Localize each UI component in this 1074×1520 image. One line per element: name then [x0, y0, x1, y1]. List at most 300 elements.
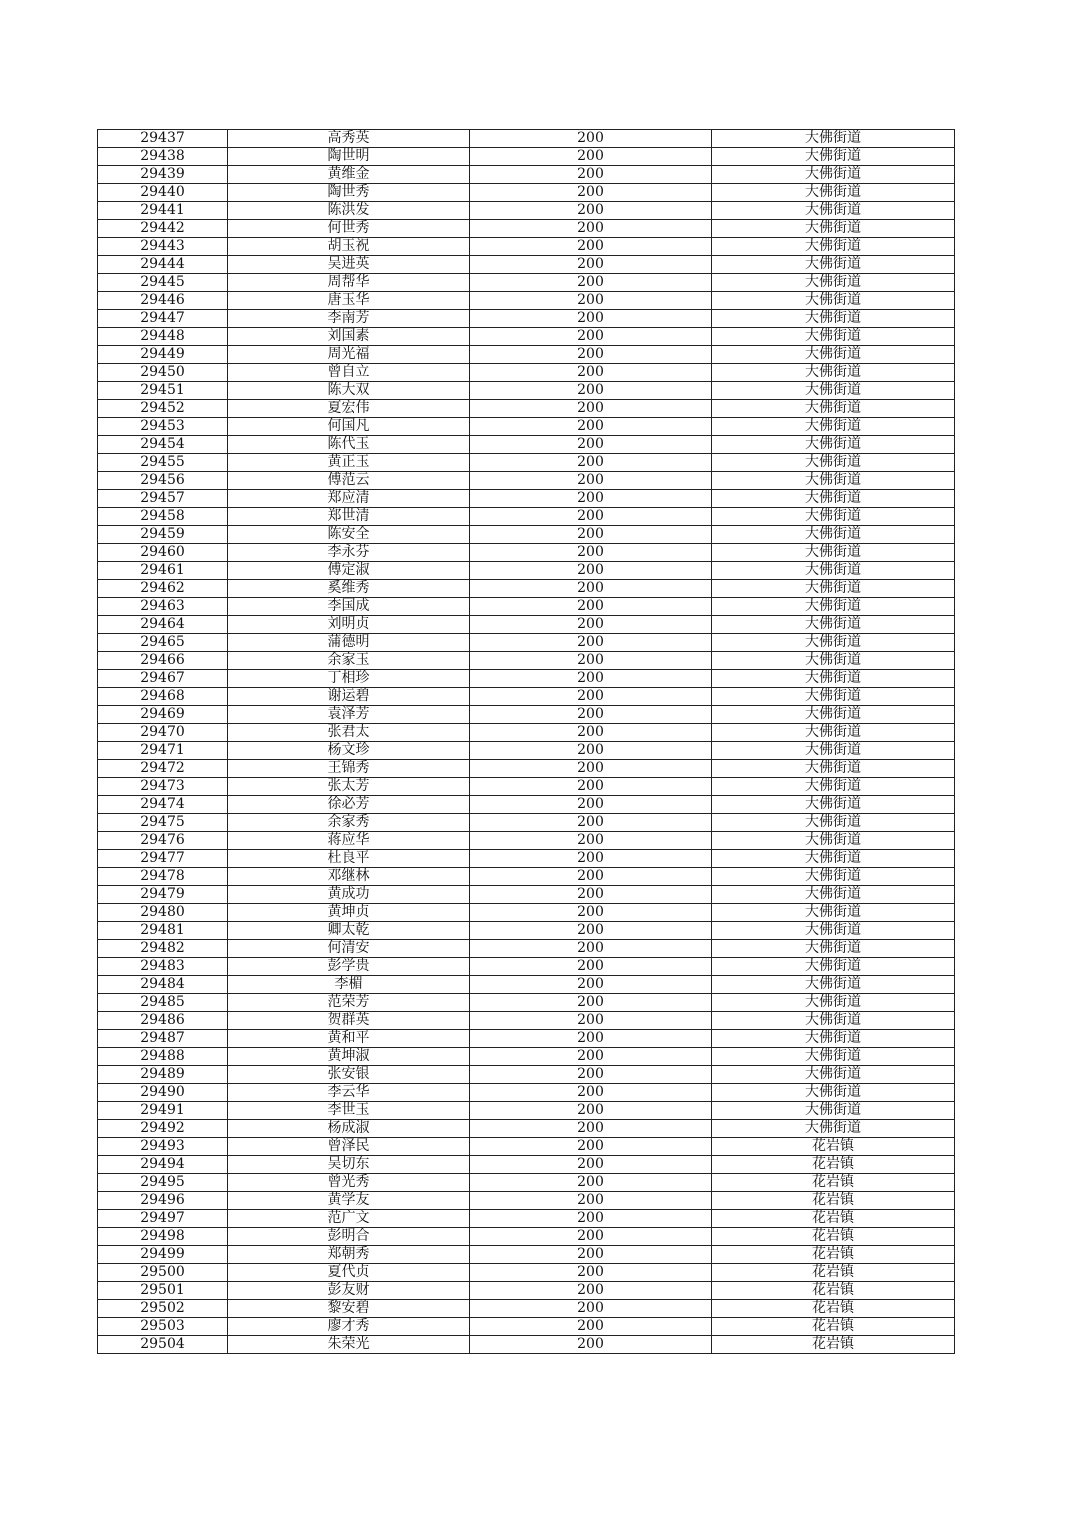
amount-cell: 200	[470, 1192, 712, 1210]
record-number-cell: 29447	[98, 310, 228, 328]
table-row	[98, 400, 955, 418]
table-row	[98, 328, 955, 346]
district-cell: 大佛街道	[712, 724, 955, 742]
table-row	[98, 1264, 955, 1282]
name-cell: 黄正玉	[228, 454, 470, 472]
district-cell: 大佛街道	[712, 166, 955, 184]
district-cell: 大佛街道	[712, 274, 955, 292]
name-cell: 傅定淑	[228, 562, 470, 580]
table-row	[98, 1138, 955, 1156]
table-row	[98, 868, 955, 886]
record-number-cell: 29488	[98, 1048, 228, 1066]
record-number-cell: 29464	[98, 616, 228, 634]
district-cell: 花岩镇	[712, 1228, 955, 1246]
table-row	[98, 1012, 955, 1030]
table-row	[98, 760, 955, 778]
name-cell: 范荣芳	[228, 994, 470, 1012]
district-cell: 花岩镇	[712, 1264, 955, 1282]
name-cell: 黄成功	[228, 886, 470, 904]
amount-cell: 200	[470, 1012, 712, 1030]
amount-cell: 200	[470, 436, 712, 454]
table-row	[98, 598, 955, 616]
table-row	[98, 778, 955, 796]
amount-cell: 200	[470, 1174, 712, 1192]
name-cell: 陈大双	[228, 382, 470, 400]
district-cell: 大佛街道	[712, 778, 955, 796]
district-cell: 大佛街道	[712, 526, 955, 544]
record-number-cell: 29500	[98, 1264, 228, 1282]
table-row	[98, 796, 955, 814]
name-cell: 李楣	[228, 976, 470, 994]
record-number-cell: 29480	[98, 904, 228, 922]
record-number-cell: 29490	[98, 1084, 228, 1102]
table-row	[98, 850, 955, 868]
record-number-cell: 29472	[98, 760, 228, 778]
district-cell: 大佛街道	[712, 364, 955, 382]
district-cell: 花岩镇	[712, 1336, 955, 1354]
district-cell: 大佛街道	[712, 400, 955, 418]
table-row	[98, 148, 955, 166]
district-cell: 大佛街道	[712, 616, 955, 634]
name-cell: 王锦秀	[228, 760, 470, 778]
record-number-cell: 29483	[98, 958, 228, 976]
district-cell: 花岩镇	[712, 1300, 955, 1318]
district-cell: 大佛街道	[712, 904, 955, 922]
table-row	[98, 886, 955, 904]
amount-cell: 200	[470, 778, 712, 796]
amount-cell: 200	[470, 1102, 712, 1120]
table-row	[98, 418, 955, 436]
district-cell: 大佛街道	[712, 868, 955, 886]
table-row	[98, 436, 955, 454]
name-cell: 周帮华	[228, 274, 470, 292]
table-row	[98, 274, 955, 292]
amount-cell: 200	[470, 1336, 712, 1354]
table-row	[98, 652, 955, 670]
name-cell: 李国成	[228, 598, 470, 616]
district-cell: 大佛街道	[712, 544, 955, 562]
name-cell: 何世秀	[228, 220, 470, 238]
record-number-cell: 29469	[98, 706, 228, 724]
name-cell: 徐必芳	[228, 796, 470, 814]
table-row	[98, 904, 955, 922]
district-cell: 大佛街道	[712, 598, 955, 616]
district-cell: 大佛街道	[712, 796, 955, 814]
name-cell: 郑世清	[228, 508, 470, 526]
name-cell: 何国凡	[228, 418, 470, 436]
district-cell: 大佛街道	[712, 634, 955, 652]
record-number-cell: 29493	[98, 1138, 228, 1156]
table-row	[98, 580, 955, 598]
district-cell: 大佛街道	[712, 850, 955, 868]
district-cell: 大佛街道	[712, 256, 955, 274]
record-number-cell: 29484	[98, 976, 228, 994]
record-number-cell: 29497	[98, 1210, 228, 1228]
amount-cell: 200	[470, 400, 712, 418]
name-cell: 陈安全	[228, 526, 470, 544]
district-cell: 大佛街道	[712, 814, 955, 832]
table-row	[98, 1246, 955, 1264]
record-number-cell: 29478	[98, 868, 228, 886]
name-cell: 李永芬	[228, 544, 470, 562]
record-number-cell: 29470	[98, 724, 228, 742]
district-cell: 大佛街道	[712, 184, 955, 202]
name-cell: 邓继林	[228, 868, 470, 886]
amount-cell: 200	[470, 364, 712, 382]
name-cell: 唐玉华	[228, 292, 470, 310]
table-row	[98, 976, 955, 994]
district-cell: 大佛街道	[712, 454, 955, 472]
record-number-cell: 29467	[98, 670, 228, 688]
district-cell: 大佛街道	[712, 580, 955, 598]
record-number-cell: 29442	[98, 220, 228, 238]
name-cell: 何清安	[228, 940, 470, 958]
name-cell: 曾光秀	[228, 1174, 470, 1192]
table-row	[98, 994, 955, 1012]
table-row	[98, 1192, 955, 1210]
name-cell: 黄坤贞	[228, 904, 470, 922]
table-row	[98, 1048, 955, 1066]
record-number-cell: 29476	[98, 832, 228, 850]
amount-cell: 200	[470, 904, 712, 922]
district-cell: 大佛街道	[712, 1048, 955, 1066]
table-row	[98, 670, 955, 688]
amount-cell: 200	[470, 1138, 712, 1156]
amount-cell: 200	[470, 544, 712, 562]
name-cell: 吴切东	[228, 1156, 470, 1174]
record-number-cell: 29498	[98, 1228, 228, 1246]
name-cell: 黄学友	[228, 1192, 470, 1210]
district-cell: 大佛街道	[712, 472, 955, 490]
district-cell: 花岩镇	[712, 1156, 955, 1174]
record-number-cell: 29503	[98, 1318, 228, 1336]
district-cell: 大佛街道	[712, 994, 955, 1012]
amount-cell: 200	[470, 562, 712, 580]
table-row	[98, 544, 955, 562]
district-cell: 大佛街道	[712, 328, 955, 346]
record-number-cell: 29438	[98, 148, 228, 166]
district-cell: 大佛街道	[712, 1102, 955, 1120]
district-cell: 大佛街道	[712, 832, 955, 850]
name-cell: 李南芳	[228, 310, 470, 328]
name-cell: 陶世明	[228, 148, 470, 166]
district-cell: 大佛街道	[712, 436, 955, 454]
amount-cell: 200	[470, 472, 712, 490]
district-cell: 大佛街道	[712, 562, 955, 580]
amount-cell: 200	[470, 1156, 712, 1174]
table-row	[98, 922, 955, 940]
name-cell: 彭友财	[228, 1282, 470, 1300]
amount-cell: 200	[470, 256, 712, 274]
name-cell: 范广文	[228, 1210, 470, 1228]
amount-cell: 200	[470, 886, 712, 904]
district-cell: 大佛街道	[712, 958, 955, 976]
amount-cell: 200	[470, 310, 712, 328]
amount-cell: 200	[470, 688, 712, 706]
table-row	[98, 220, 955, 238]
table-row	[98, 256, 955, 274]
record-number-cell: 29448	[98, 328, 228, 346]
name-cell: 黄坤淑	[228, 1048, 470, 1066]
record-number-cell: 29468	[98, 688, 228, 706]
table-row	[98, 832, 955, 850]
amount-cell: 200	[470, 220, 712, 238]
table-row	[98, 184, 955, 202]
name-cell: 高秀英	[228, 130, 470, 148]
record-number-cell: 29460	[98, 544, 228, 562]
name-cell: 蒋应华	[228, 832, 470, 850]
amount-cell: 200	[470, 580, 712, 598]
district-cell: 大佛街道	[712, 922, 955, 940]
name-cell: 廖才秀	[228, 1318, 470, 1336]
record-number-cell: 29474	[98, 796, 228, 814]
name-cell: 陈洪发	[228, 202, 470, 220]
amount-cell: 200	[470, 148, 712, 166]
name-cell: 曾自立	[228, 364, 470, 382]
record-number-cell: 29475	[98, 814, 228, 832]
record-number-cell: 29452	[98, 400, 228, 418]
amount-cell: 200	[470, 202, 712, 220]
amount-cell: 200	[470, 184, 712, 202]
district-cell: 大佛街道	[712, 490, 955, 508]
table-row	[98, 1120, 955, 1138]
record-number-cell: 29494	[98, 1156, 228, 1174]
table-row	[98, 958, 955, 976]
table-row	[98, 1066, 955, 1084]
table-row	[98, 310, 955, 328]
roster-table	[97, 129, 955, 1354]
district-cell: 大佛街道	[712, 1030, 955, 1048]
amount-cell: 200	[470, 832, 712, 850]
table-row	[98, 346, 955, 364]
table-row	[98, 1174, 955, 1192]
district-cell: 大佛街道	[712, 1066, 955, 1084]
name-cell: 黄维金	[228, 166, 470, 184]
table-row	[98, 454, 955, 472]
table-row	[98, 130, 955, 148]
record-number-cell: 29463	[98, 598, 228, 616]
name-cell: 袁泽芳	[228, 706, 470, 724]
amount-cell: 200	[470, 976, 712, 994]
amount-cell: 200	[470, 1120, 712, 1138]
record-number-cell: 29471	[98, 742, 228, 760]
table-row	[98, 940, 955, 958]
amount-cell: 200	[470, 958, 712, 976]
record-number-cell: 29502	[98, 1300, 228, 1318]
amount-cell: 200	[470, 760, 712, 778]
district-cell: 大佛街道	[712, 886, 955, 904]
district-cell: 花岩镇	[712, 1210, 955, 1228]
amount-cell: 200	[470, 922, 712, 940]
district-cell: 大佛街道	[712, 706, 955, 724]
record-number-cell: 29491	[98, 1102, 228, 1120]
record-number-cell: 29461	[98, 562, 228, 580]
record-number-cell: 29489	[98, 1066, 228, 1084]
table-row	[98, 1336, 955, 1354]
table-row	[98, 1210, 955, 1228]
amount-cell: 200	[470, 850, 712, 868]
name-cell: 奚维秀	[228, 580, 470, 598]
district-cell: 大佛街道	[712, 148, 955, 166]
name-cell: 杜良平	[228, 850, 470, 868]
amount-cell: 200	[470, 508, 712, 526]
district-cell: 大佛街道	[712, 238, 955, 256]
record-number-cell: 29459	[98, 526, 228, 544]
name-cell: 刘明贞	[228, 616, 470, 634]
name-cell: 贺群英	[228, 1012, 470, 1030]
district-cell: 大佛街道	[712, 1012, 955, 1030]
record-number-cell: 29450	[98, 364, 228, 382]
district-cell: 大佛街道	[712, 382, 955, 400]
name-cell: 傅范云	[228, 472, 470, 490]
district-cell: 大佛街道	[712, 292, 955, 310]
record-number-cell: 29477	[98, 850, 228, 868]
record-number-cell: 29437	[98, 130, 228, 148]
amount-cell: 200	[470, 814, 712, 832]
district-cell: 大佛街道	[712, 670, 955, 688]
amount-cell: 200	[470, 940, 712, 958]
record-number-cell: 29473	[98, 778, 228, 796]
record-number-cell: 29440	[98, 184, 228, 202]
record-number-cell: 29466	[98, 652, 228, 670]
amount-cell: 200	[470, 634, 712, 652]
table-row	[98, 1156, 955, 1174]
name-cell: 胡玉祝	[228, 238, 470, 256]
table-row	[98, 742, 955, 760]
name-cell: 余家玉	[228, 652, 470, 670]
name-cell: 彭明合	[228, 1228, 470, 1246]
amount-cell: 200	[470, 670, 712, 688]
record-number-cell: 29443	[98, 238, 228, 256]
amount-cell: 200	[470, 1030, 712, 1048]
district-cell: 大佛街道	[712, 742, 955, 760]
amount-cell: 200	[470, 598, 712, 616]
amount-cell: 200	[470, 1282, 712, 1300]
amount-cell: 200	[470, 274, 712, 292]
record-number-cell: 29439	[98, 166, 228, 184]
name-cell: 余家秀	[228, 814, 470, 832]
district-cell: 大佛街道	[712, 418, 955, 436]
table-row	[98, 292, 955, 310]
name-cell: 郑应清	[228, 490, 470, 508]
name-cell: 陈代玉	[228, 436, 470, 454]
table-row	[98, 724, 955, 742]
amount-cell: 200	[470, 724, 712, 742]
district-cell: 花岩镇	[712, 1138, 955, 1156]
amount-cell: 200	[470, 1318, 712, 1336]
record-number-cell: 29456	[98, 472, 228, 490]
name-cell: 杨成淑	[228, 1120, 470, 1138]
district-cell: 大佛街道	[712, 220, 955, 238]
table-row	[98, 364, 955, 382]
district-cell: 大佛街道	[712, 508, 955, 526]
table-row	[98, 166, 955, 184]
amount-cell: 200	[470, 328, 712, 346]
amount-cell: 200	[470, 130, 712, 148]
district-cell: 大佛街道	[712, 1120, 955, 1138]
record-number-cell: 29441	[98, 202, 228, 220]
table-row	[98, 1228, 955, 1246]
amount-cell: 200	[470, 706, 712, 724]
record-number-cell: 29451	[98, 382, 228, 400]
district-cell: 大佛街道	[712, 1084, 955, 1102]
amount-cell: 200	[470, 382, 712, 400]
record-number-cell: 29444	[98, 256, 228, 274]
name-cell: 夏宏伟	[228, 400, 470, 418]
amount-cell: 200	[470, 1066, 712, 1084]
name-cell: 张君太	[228, 724, 470, 742]
amount-cell: 200	[470, 742, 712, 760]
district-cell: 大佛街道	[712, 976, 955, 994]
table-row	[98, 814, 955, 832]
name-cell: 黎安碧	[228, 1300, 470, 1318]
record-number-cell: 29458	[98, 508, 228, 526]
amount-cell: 200	[470, 796, 712, 814]
record-number-cell: 29462	[98, 580, 228, 598]
name-cell: 周光福	[228, 346, 470, 364]
record-number-cell: 29453	[98, 418, 228, 436]
district-cell: 花岩镇	[712, 1246, 955, 1264]
amount-cell: 200	[470, 1246, 712, 1264]
name-cell: 李世玉	[228, 1102, 470, 1120]
table-row	[98, 382, 955, 400]
name-cell: 曾泽民	[228, 1138, 470, 1156]
amount-cell: 200	[470, 238, 712, 256]
name-cell: 吴进英	[228, 256, 470, 274]
name-cell: 谢运碧	[228, 688, 470, 706]
amount-cell: 200	[470, 166, 712, 184]
table-row	[98, 1318, 955, 1336]
amount-cell: 200	[470, 1048, 712, 1066]
amount-cell: 200	[470, 346, 712, 364]
table-row	[98, 526, 955, 544]
table-row	[98, 706, 955, 724]
name-cell: 丁相珍	[228, 670, 470, 688]
record-number-cell: 29481	[98, 922, 228, 940]
table-row	[98, 634, 955, 652]
district-cell: 大佛街道	[712, 130, 955, 148]
record-number-cell: 29487	[98, 1030, 228, 1048]
record-number-cell: 29446	[98, 292, 228, 310]
district-cell: 花岩镇	[712, 1318, 955, 1336]
district-cell: 大佛街道	[712, 688, 955, 706]
amount-cell: 200	[470, 292, 712, 310]
table-row	[98, 1084, 955, 1102]
amount-cell: 200	[470, 994, 712, 1012]
record-number-cell: 29499	[98, 1246, 228, 1264]
name-cell: 蒲德明	[228, 634, 470, 652]
district-cell: 花岩镇	[712, 1192, 955, 1210]
district-cell: 花岩镇	[712, 1174, 955, 1192]
name-cell: 卿太乾	[228, 922, 470, 940]
name-cell: 李云华	[228, 1084, 470, 1102]
record-number-cell: 29457	[98, 490, 228, 508]
record-number-cell: 29449	[98, 346, 228, 364]
record-number-cell: 29496	[98, 1192, 228, 1210]
name-cell: 张太芳	[228, 778, 470, 796]
name-cell: 陶世秀	[228, 184, 470, 202]
record-number-cell: 29486	[98, 1012, 228, 1030]
district-cell: 大佛街道	[712, 346, 955, 364]
amount-cell: 200	[470, 1264, 712, 1282]
table-row	[98, 562, 955, 580]
table-row	[98, 472, 955, 490]
amount-cell: 200	[470, 616, 712, 634]
amount-cell: 200	[470, 454, 712, 472]
name-cell: 张安银	[228, 1066, 470, 1084]
record-number-cell: 29445	[98, 274, 228, 292]
district-cell: 大佛街道	[712, 940, 955, 958]
